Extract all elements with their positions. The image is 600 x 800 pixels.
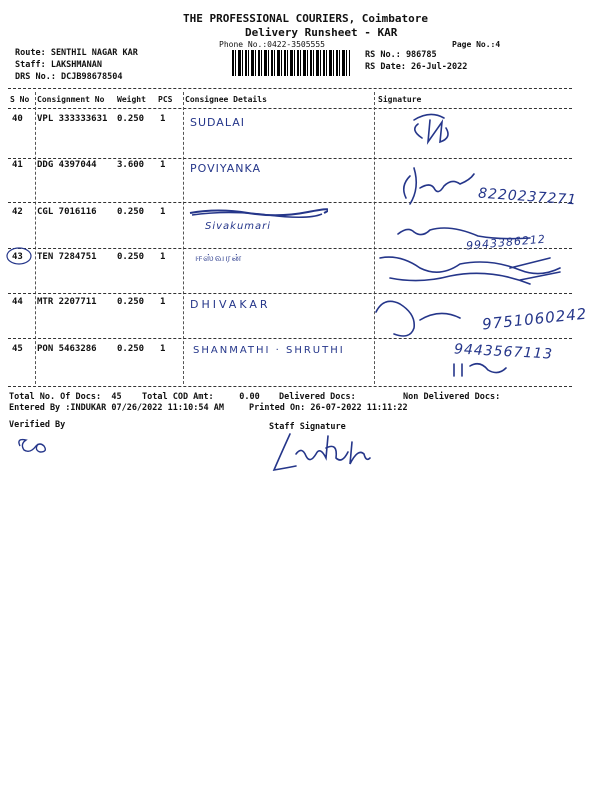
col-weight: Weight <box>117 95 146 104</box>
row-sno: 45 <box>12 344 23 354</box>
row-pcs: 1 <box>160 297 166 307</box>
document-title: Delivery Runsheet - KAR <box>245 26 398 39</box>
row-pcs: 1 <box>160 114 166 124</box>
row-consignee: POVIYANKA <box>190 162 262 175</box>
total-docs: Total No. Of Docs: 45 <box>9 392 122 402</box>
total-cod: Total COD Amt: 0.00 <box>142 392 260 402</box>
phone-number: Phone No.:0422-3505555 <box>219 40 325 49</box>
table-header <box>0 95 600 107</box>
row-consignee: SUDALAI <box>190 116 245 129</box>
row-pcs: 1 <box>160 207 166 217</box>
row-weight: 3.600 <box>117 160 145 170</box>
row-weight: 0.250 <box>117 297 145 307</box>
staff-signature <box>266 428 376 476</box>
strikethrough-scribble <box>188 206 328 220</box>
row-weight: 0.250 <box>117 207 145 217</box>
col-sno: S No <box>10 95 30 104</box>
row-sno: 44 <box>12 297 23 307</box>
handwritten-phone: 8220237271 <box>477 185 578 209</box>
row-consignee: DHIVAKAR <box>190 298 271 311</box>
row-sno: 41 <box>12 160 23 170</box>
delivered-docs: Delivered Docs: <box>279 392 356 402</box>
row-sno: 40 <box>12 114 23 124</box>
col-consignment: Consignment No <box>37 95 105 104</box>
row-consignee: ஈஸ்வரன் <box>195 253 243 264</box>
row-consignment: VPL 333333631 <box>37 114 108 124</box>
row-pcs: 1 <box>160 160 166 170</box>
row-weight: 0.250 <box>117 114 145 124</box>
rs-date: RS Date: 26-Jul-2022 <box>365 62 468 72</box>
row-consignment: MTR 2207711 <box>37 297 97 307</box>
rs-number: RS No.: 986785 <box>365 50 437 60</box>
table-top-line <box>8 88 572 89</box>
verified-signature <box>14 434 54 458</box>
handwritten-phone: 9943386212 <box>465 232 547 253</box>
row-consignee: SHANMATHI · SHRUTHI <box>193 345 345 356</box>
company-name: THE PROFESSIONAL COURIERS, Coimbatore <box>183 12 429 25</box>
row-consignment: DDG 4397044 <box>37 160 97 170</box>
non-delivered-docs: Non Delivered Docs: <box>403 392 501 402</box>
row-pcs: 1 <box>160 252 166 262</box>
row-consignee: Sivakumari <box>205 221 272 232</box>
page-number: Page No.:4 <box>452 40 501 49</box>
row-weight: 0.250 <box>117 252 145 262</box>
row-consignment: CGL 7016116 <box>37 207 97 217</box>
row-sno: 43 <box>12 252 23 262</box>
circle-mark <box>4 246 34 266</box>
route: Route: SENTHIL NAGAR KAR <box>15 48 138 58</box>
handwritten-phone: 9751060242 <box>481 304 589 334</box>
handwritten-phone: 9443567113 <box>453 341 554 363</box>
staff: Staff: LAKSHMANAN <box>15 60 102 70</box>
row-consignment: TEN 7284751 <box>37 252 97 262</box>
col-pcs: PCS <box>158 95 173 104</box>
verified-by-label: Verified By <box>9 420 66 430</box>
staff-signature-label: Staff Signature <box>269 422 346 432</box>
row-consignment: PON 5463286 <box>37 344 97 354</box>
barcode <box>232 50 350 76</box>
col-signature: Signature <box>378 95 422 104</box>
row-sno: 42 <box>12 207 23 217</box>
drs-number: DRS No.: DCJB98678504 <box>15 72 123 82</box>
row-weight: 0.250 <box>117 344 145 354</box>
col-consignee: Consignee Details <box>185 95 267 104</box>
row-pcs: 1 <box>160 344 166 354</box>
printed-on: Printed On: 26-07-2022 11:11:22 <box>249 403 408 413</box>
entered-by: Entered By :INDUKAR 07/26/2022 11:10:54 AM <box>9 403 224 413</box>
